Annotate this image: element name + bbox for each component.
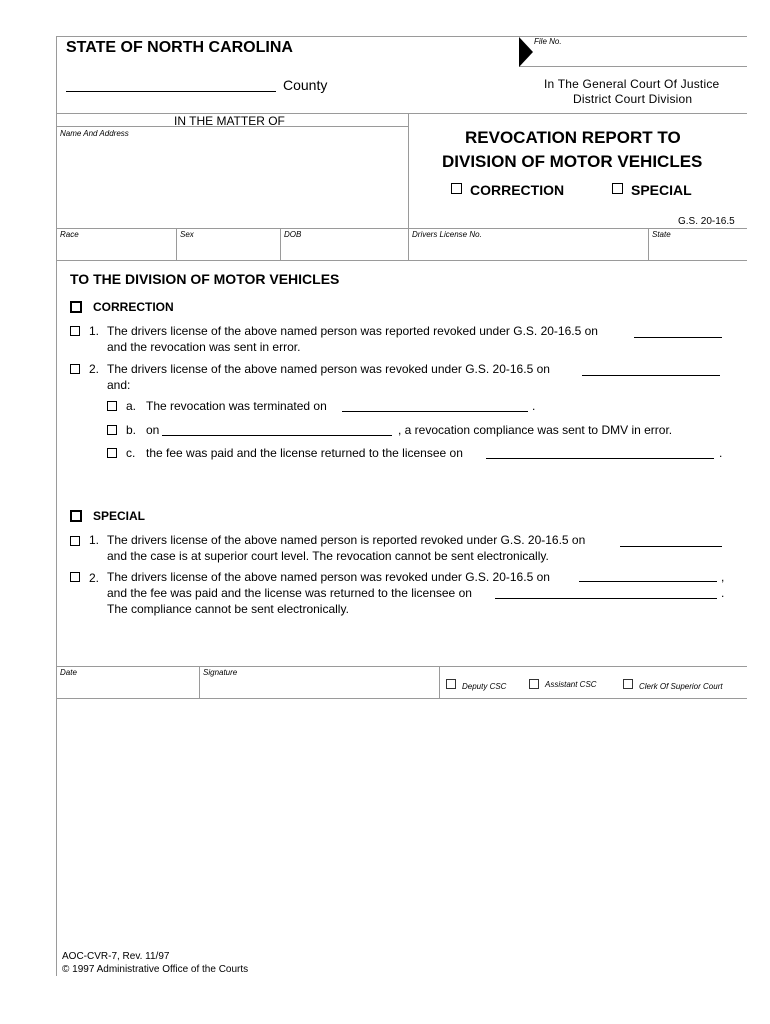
correction-2c-date-blank[interactable] — [486, 458, 714, 459]
special-2-checkbox[interactable] — [70, 572, 80, 582]
special-2-date-blank[interactable] — [579, 581, 717, 582]
date-label: Date — [60, 668, 77, 677]
state-title: STATE OF NORTH CAROLINA — [66, 39, 293, 56]
report-title-line2: DIVISION OF MOTOR VEHICLES — [442, 152, 703, 171]
correction-2a-date-blank[interactable] — [342, 411, 528, 412]
correction-2a-letter: a. — [126, 399, 137, 413]
race-label: Race — [60, 230, 79, 239]
correction-2b-checkbox[interactable] — [107, 425, 117, 435]
header-correction-label: CORRECTION — [470, 182, 565, 198]
correction-2c-letter: c. — [126, 446, 136, 460]
correction-1-num: 1. — [89, 324, 100, 338]
correction-2a-text: The revocation was terminated on — [146, 399, 327, 413]
correction-2a-end: . — [532, 399, 536, 413]
special-2-text: The drivers license of the above named person was revoked under G.S. 20-16.5 on — [107, 570, 550, 584]
signature-row-top — [56, 666, 747, 667]
special-1-checkbox[interactable] — [70, 536, 80, 546]
matter-divider — [408, 113, 409, 260]
clerk-superior-court-checkbox[interactable] — [623, 679, 633, 689]
correction-2c-checkbox[interactable] — [107, 448, 117, 458]
copyright: © 1997 Administrative Office of the Courts — [62, 964, 249, 975]
signature-div2 — [439, 666, 440, 698]
form-id: AOC-CVR-7, Rev. 11/97 — [62, 951, 170, 962]
name-address-label: Name And Address — [60, 129, 129, 138]
special-2-end2: . — [721, 586, 725, 600]
correction-2b-letter: b. — [126, 423, 137, 437]
info-div3 — [648, 228, 649, 260]
header-special-checkbox[interactable] — [612, 183, 623, 194]
assistant-csc-checkbox[interactable] — [529, 679, 539, 689]
county-label: County — [283, 77, 328, 93]
special-2-num: 2. — [89, 571, 100, 585]
top-border-left — [56, 36, 519, 37]
correction-2-date-blank[interactable] — [582, 375, 720, 376]
signature-label: Signature — [203, 668, 238, 677]
info-div2 — [280, 228, 281, 260]
special-1-text2: and the case is at superior court level. The revocation cannot be sent electronically. — [107, 549, 549, 563]
file-arrow-icon — [519, 37, 533, 67]
correction-2a-checkbox[interactable] — [107, 401, 117, 411]
correction-2-checkbox[interactable] — [70, 364, 80, 374]
special-label: SPECIAL — [93, 509, 146, 523]
special-2-text3: The compliance cannot be sent electronically. — [107, 602, 349, 616]
statute-label: G.S. 20-16.5 — [678, 216, 735, 227]
correction-2c-text: the fee was paid and the license returned to the licensee on — [146, 446, 463, 460]
matter-top-line — [56, 113, 747, 114]
correction-1-text2: and the revocation was sent in error. — [107, 340, 301, 354]
assistant-csc-label: Assistant CSC — [545, 680, 597, 689]
correction-2-num: 2. — [89, 362, 100, 376]
correction-1-checkbox[interactable] — [70, 326, 80, 336]
correction-2-text2: and: — [107, 378, 131, 392]
correction-label: CORRECTION — [93, 300, 174, 314]
sex-label: Sex — [180, 230, 194, 239]
court-line1: In The General Court Of Justice — [544, 77, 720, 91]
license-label: Drivers License No. — [412, 230, 482, 239]
dob-label: DOB — [284, 230, 302, 239]
deputy-csc-checkbox[interactable] — [446, 679, 456, 689]
correction-1-date-blank[interactable] — [634, 337, 722, 338]
header-special-label: SPECIAL — [631, 182, 692, 198]
header-correction-checkbox[interactable] — [451, 183, 462, 194]
court-line2: District Court Division — [573, 92, 693, 106]
report-title-line1: REVOCATION REPORT TO — [465, 128, 681, 147]
special-2-end1: , — [721, 570, 725, 584]
info-div1 — [176, 228, 177, 260]
special-checkbox[interactable] — [70, 510, 82, 522]
deputy-csc-label: Deputy CSC — [462, 682, 507, 691]
left-border — [56, 36, 57, 976]
county-blank[interactable] — [66, 91, 276, 92]
file-no-label: File No. — [534, 37, 562, 46]
special-1-text: The drivers license of the above named person is reported revoked under G.S. 20-16.5 on — [107, 533, 586, 547]
special-1-date-blank[interactable] — [620, 546, 722, 547]
matter-title: IN THE MATTER OF — [174, 114, 285, 128]
correction-2b-date-blank[interactable] — [162, 435, 392, 436]
special-1-num: 1. — [89, 533, 100, 547]
correction-checkbox[interactable] — [70, 301, 82, 313]
correction-1-text: The drivers license of the above named person was reported revoked under G.S. 20-16.5 on — [107, 324, 598, 338]
special-2-licensee-date-blank[interactable] — [495, 598, 717, 599]
correction-2c-end: . — [719, 446, 723, 460]
body-heading: TO THE DIVISION OF MOTOR VEHICLES — [70, 271, 340, 287]
info-row-top — [56, 228, 747, 229]
state-label: State — [652, 230, 671, 239]
clerk-superior-court-label: Clerk Of Superior Court — [639, 682, 723, 691]
file-no-bottom — [519, 66, 747, 67]
info-row-bottom — [56, 260, 747, 261]
correction-2b-text2: , a revocation compliance was sent to DMV in error. — [398, 423, 673, 437]
correction-2-text: The drivers license of the above named person was revoked under G.S. 20-16.5 on — [107, 362, 550, 376]
signature-row-bottom — [56, 698, 747, 699]
special-2-text2: and the fee was paid and the license was returned to the licensee on — [107, 586, 472, 600]
correction-2b-text: on — [146, 423, 160, 437]
signature-div1 — [199, 666, 200, 698]
